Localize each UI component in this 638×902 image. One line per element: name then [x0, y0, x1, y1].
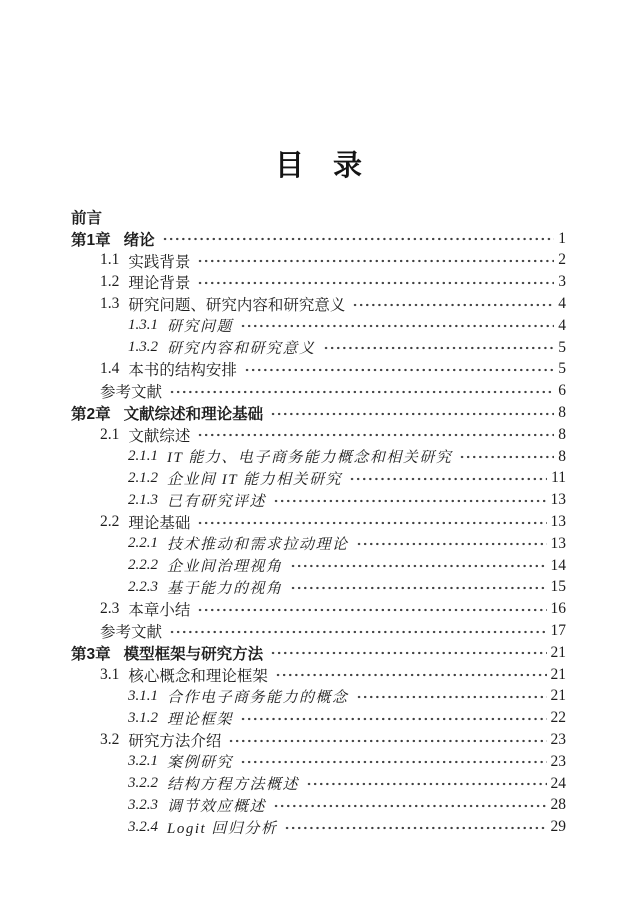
- toc-entry: [71, 795, 566, 817]
- toc-entry: [71, 555, 566, 577]
- entry-page-number: 21: [550, 687, 566, 705]
- entry-number: 3.1: [100, 665, 120, 683]
- entry-title: 实践背景: [128, 253, 191, 271]
- entry-number: 1.4: [100, 360, 120, 378]
- entry-number: 1.1: [100, 251, 120, 269]
- toc-entry: [71, 402, 566, 424]
- entry-number: 1.3: [100, 295, 120, 313]
- entry-title: 本章小结: [128, 602, 191, 620]
- toc-entry: [71, 511, 566, 533]
- dot-leader-icon: [275, 668, 547, 682]
- toc-entry: [71, 206, 566, 228]
- entry-title: 企业间治理视角: [167, 559, 283, 576]
- entry-number: 1.2: [100, 273, 120, 291]
- entry-number: 2.2.1: [128, 535, 158, 552]
- entry-page-number: 21: [550, 665, 566, 683]
- entry-page-number: 8: [558, 425, 566, 443]
- toc-entry: [71, 446, 566, 468]
- entry-title: Logit 回归分析: [167, 820, 278, 837]
- toc-entry: [71, 773, 566, 795]
- dot-leader-icon: [240, 319, 554, 333]
- entry-page-number: 21: [550, 643, 566, 661]
- entry-number: 第2章: [71, 406, 111, 424]
- entry-title: 结构方程方法概述: [167, 777, 300, 794]
- toc-entry: [71, 337, 566, 359]
- entry-title: 研究问题、研究内容和研究意义: [128, 297, 346, 315]
- entry-number: 2.3: [100, 600, 120, 618]
- dot-leader-icon: [290, 581, 547, 595]
- entry-page-number: 4: [558, 316, 566, 334]
- entry-number: 2.1.1: [128, 448, 158, 465]
- dot-leader-icon: [240, 712, 546, 726]
- dot-leader-icon: [352, 298, 554, 312]
- entry-title: 理论背景: [128, 275, 191, 293]
- entry-title: 核心概念和理论框架: [128, 667, 268, 685]
- entry-number: 2.2.3: [128, 578, 158, 595]
- entry-number: 3.2: [100, 731, 120, 749]
- entry-number: 2.2.2: [128, 557, 158, 574]
- entry-title: 合作电子商务能力的概念: [167, 689, 349, 706]
- toc-entry: [71, 598, 566, 620]
- dot-leader-icon: [162, 232, 555, 246]
- entry-page-number: 4: [558, 295, 566, 313]
- entry-number: 2.1: [100, 425, 120, 443]
- toc-entry: [71, 315, 566, 337]
- entry-title: 文献综述和理论基础: [123, 406, 264, 424]
- dot-leader-icon: [273, 799, 546, 813]
- dot-leader-icon: [240, 755, 546, 769]
- toc-entry: [71, 424, 566, 446]
- entry-page-number: 13: [550, 534, 566, 552]
- entry-title: 理论框架: [167, 711, 234, 728]
- dot-leader-icon: [228, 734, 546, 748]
- entry-page-number: 3: [558, 273, 566, 291]
- entry-page-number: 11: [551, 469, 566, 487]
- dot-leader-icon: [290, 559, 547, 573]
- dot-leader-icon: [270, 646, 546, 660]
- dot-leader-icon: [197, 603, 546, 617]
- entry-title: 研究方法介绍: [128, 733, 222, 751]
- toc-entry: [71, 380, 566, 402]
- entry-title: 文献综述: [128, 427, 191, 445]
- entry-page-number: 8: [558, 447, 566, 465]
- entry-title: 调节效应概述: [167, 798, 267, 815]
- entry-page-number: 5: [558, 360, 566, 378]
- entry-number: 2.1.3: [128, 491, 158, 508]
- entry-page-number: 15: [550, 578, 566, 596]
- dot-leader-icon: [356, 690, 547, 704]
- entry-page-number: 13: [550, 491, 566, 509]
- toc-entry: [71, 642, 566, 664]
- entry-title: 基于能力的视角: [167, 580, 283, 597]
- entry-number: 2.2: [100, 513, 120, 531]
- entry-number: 3.1.1: [128, 687, 158, 704]
- toc-entry: [71, 816, 566, 838]
- entry-page-number: 8: [558, 404, 566, 422]
- dot-leader-icon: [244, 363, 554, 377]
- entry-page-number: 24: [550, 774, 566, 792]
- entry-number: 3.1.2: [128, 709, 158, 726]
- entry-page-number: 1: [558, 229, 566, 247]
- entry-title: 技术推动和需求拉动理论: [167, 537, 349, 554]
- entry-page-number: 23: [550, 731, 566, 749]
- entry-page-number: 28: [550, 796, 566, 814]
- entry-title: IT 能力、电子商务能力概念和相关研究: [167, 450, 453, 467]
- dot-leader-icon: [349, 472, 547, 486]
- entry-title: 绪论: [123, 231, 155, 249]
- toc-entry: [71, 359, 566, 381]
- dot-leader-icon: [306, 777, 546, 791]
- page-title: 目 录: [274, 150, 362, 182]
- toc-list: [71, 206, 566, 838]
- entry-page-number: 2: [558, 251, 566, 269]
- dot-leader-icon: [270, 407, 554, 421]
- toc-entry: [71, 250, 566, 272]
- entry-number: 3.2.4: [128, 818, 158, 835]
- entry-title: 研究问题: [167, 319, 234, 336]
- entry-page-number: 13: [550, 513, 566, 531]
- entry-number: 1.3.2: [128, 339, 158, 356]
- toc-entry: [71, 707, 566, 729]
- entry-title: 理论基础: [128, 515, 191, 533]
- dot-leader-icon: [169, 385, 554, 399]
- entry-title: 参考文献: [100, 624, 163, 642]
- entry-title: 前言: [71, 209, 103, 227]
- entry-number: 3.2.1: [128, 753, 158, 770]
- dot-leader-icon: [459, 450, 554, 464]
- entry-page-number: 6: [558, 382, 566, 400]
- entry-title: 参考文献: [100, 384, 163, 402]
- entry-title: 企业间 IT 能力相关研究: [167, 471, 343, 488]
- entry-page-number: 22: [550, 709, 566, 727]
- toc-entry: [71, 533, 566, 555]
- toc-entry: [71, 664, 566, 686]
- dot-leader-icon: [323, 341, 555, 355]
- entry-title: 模型框架与研究方法: [123, 645, 264, 663]
- entry-page-number: 16: [550, 600, 566, 618]
- toc-entry: [71, 751, 566, 773]
- dot-leader-icon: [169, 625, 546, 639]
- toc-entry: [71, 620, 566, 642]
- entry-page-number: 5: [558, 338, 566, 356]
- toc-entry: [71, 729, 566, 751]
- entry-number: 3.2.2: [128, 775, 158, 792]
- entry-number: 1.3.1: [128, 317, 158, 334]
- toc-entry: [71, 686, 566, 708]
- toc-entry: [71, 271, 566, 293]
- entry-page-number: 14: [550, 556, 566, 574]
- entry-number: 2.1.2: [128, 469, 158, 486]
- entry-page-number: 23: [550, 752, 566, 770]
- entry-number: 3.2.3: [128, 796, 158, 813]
- entry-title: 案例研究: [167, 755, 234, 772]
- toc-entry: [71, 293, 566, 315]
- dot-leader-icon: [356, 537, 547, 551]
- dot-leader-icon: [197, 516, 546, 530]
- dot-leader-icon: [197, 276, 554, 290]
- dot-leader-icon: [197, 254, 554, 268]
- entry-number: 第3章: [71, 645, 111, 663]
- entry-title: 已有研究评述: [167, 493, 267, 510]
- toc-entry: [71, 468, 566, 490]
- entry-page-number: 17: [550, 622, 566, 640]
- toc-entry: [71, 489, 566, 511]
- dot-leader-icon: [197, 428, 554, 442]
- toc-entry: [71, 228, 566, 250]
- entry-page-number: 29: [550, 818, 566, 836]
- entry-number: 第1章: [71, 231, 111, 249]
- entry-title: 本书的结构安排: [128, 362, 237, 380]
- entry-title: 研究内容和研究意义: [167, 341, 316, 358]
- dot-leader-icon: [284, 821, 546, 835]
- dot-leader-icon: [273, 494, 546, 508]
- toc-entry: [71, 577, 566, 599]
